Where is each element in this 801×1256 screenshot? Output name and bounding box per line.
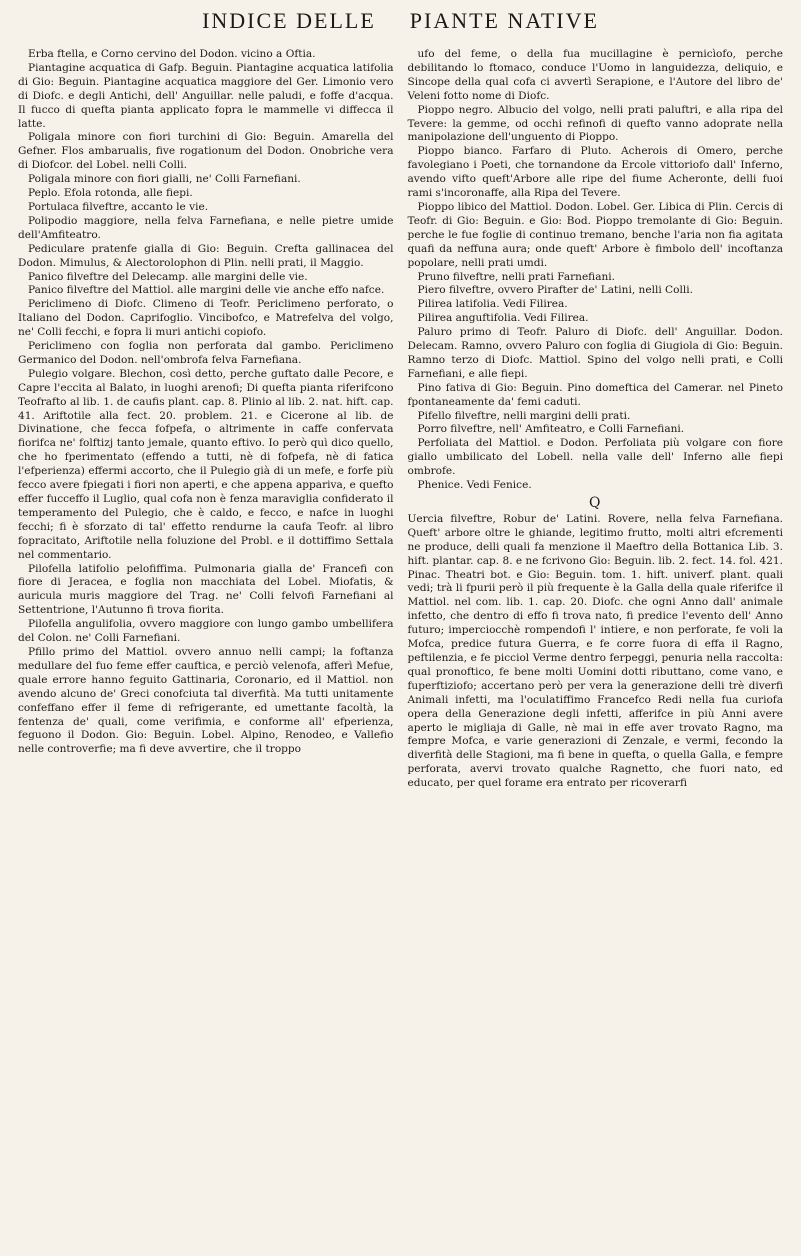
entry: Uercia filveftre, Robur de' Latini. Rovere, nella felva Farnefiana. Queft' arbore oltre le ghiande, legitimo frutto, molti altri efcrementi ne produce, delli quali fa menzione il Maeftro della Bottanica Lib. 3. hift. plantar. cap. 8. e ne fcrivono Gio: Beguin. lib. 2. fect. 14. fol. 421. Pinac. Theatri bot. e Gio: Beguin. tom. 1. hift. univerf. plant. quali vedi; trà li fpurii però il più frequente è la Galla della quale riferifce il Mattiol. nel com. lib. 1. cap. 20. Diofc. che ogni Anno dall' animale infetto, che dentro di effo fi trova nato, fi predice l'evento dell' Anno futuro; imperciocchè rompendofi l' intiere, e non perforate, fe voli la Mofca, predice futura Guerra, e fe corre fuora di effa il Ragno, peftilenzia, e fe picciol Verme dentro ferpeggi, penuria nella raccolta: qual pronoftico, fe bene molti Uomini dotti ributtano, come vano, e fuperftiziofo; accertano però per vera la generazione delli trè diverfi Animali infetti, ma l'oculatiffimo Francefco Redi nella fua curiofa opera della Generazione degli infetti, afferifce in più Anni avere aperto le migliaja di Galle, nè mai in effe aver trovato Ragno, ma fempre Mofca, e varie generazioni di Zenzale, e vermi, fecondo la diverfità delle Stagioni, ma fi bene in quefta, o quella Galla, e fempre perforata, avervi trovato qualche Ragnetto, che fuori nato, ed educato, per quel forame era entrato per ricoverarfi	[407, 512, 783, 790]
entry: Poligala minore con fiori gialli, ne' Colli Farnefiani.	[28, 173, 301, 186]
entry: Paluro primo di Teofr. Paluro di Diofc. dell' Anguillar. Dodon. Delecam. Ramno, ovvero Paluro con foglia di Giugiola di Gio: Beguin. Ramno terzo di Diofc. Mattiol. Spino del volgo nelli prati, e Colli Farnefiani, e alle fiepi.	[407, 326, 783, 380]
right-column	[408, 48, 784, 791]
entry: Pilofella latifolio pelofiffima. Pulmonaria gialla de' Francefi con fiore di Jeracea, e foglia non macchiata del Lobel. Miofatis, & auricula muris maggiore del Trag. ne' Colli felvofi Farnefiani al Settentrione, l'Autunno fi trova fiorita.	[18, 562, 394, 617]
right-column-entries	[408, 48, 784, 493]
entry: Pioppo negro. Albucio del volgo, nelli prati paluftri, e alla ripa del Tevere: la gemme, od occhi refinofi di quefto vanno adoprate nella manipolazione dell'unguento di Pioppo.	[407, 103, 783, 144]
running-head-right: PIANTE NATIVE	[409, 8, 599, 33]
entry: Pilirea anguftifolia. Vedi Filirea.	[417, 312, 589, 325]
entry: Pediculare pratenfe gialla di Gio: Beguin. Crefta gallinacea del Dodon. Mimulus, & Alectorolophon di Plin. nelli prati, il Maggio.	[18, 242, 394, 269]
entry: Perfoliata del Mattiol. e Dodon. Perfoliata più volgare con fiore giallo umbilicato del Lobell. nella valle dell' Inferno alle fiepi ombrofe.	[407, 437, 783, 478]
entry: Pilirea latifolia. Vedi Filirea.	[417, 298, 568, 311]
text-columns	[18, 48, 783, 791]
entry: Pino fativa di Gio: Beguin. Pino domeftica del Camerar. nel Pineto fpontaneamente da' femi caduti.	[407, 381, 783, 408]
entry: ufo del feme, o della fua mucillagine è pernicìofo, perche debilitando lo ftomaco, conduce l'Uomo in languidezza, deliquio, e Sincope della qual cofa ci avvertì Serapione, e l'Autore del libro de' Veleni fotto nome di Diofc.	[407, 48, 783, 102]
entry: Pifello filveftre, nelli margini delli prati.	[417, 409, 631, 422]
entry: Pulegio volgare. Blechon, così detto, perche guftato dalle Pecore, e Capre l'eccita al Balato, in luoghi arenofi; Di quefta pianta riferifcono Teofrafto al lib. 1. de caufis plant. cap. 8. Plinio al lib. 2. nat. hift. cap. 41. Ariftotile alla fect. 20. problem. 21. e Cicerone al lib. de Divinatione, che fecca fofpefa, o altrimente in caffe confervata fiorifca ne' folftizj tanto jemale, quanto eftivo. Io però quì dico quello, che ho fperimentato (effendo a tutti, nè di fofpefa, nè di fatica l'efperienza) effermi accorto, che il Pulegio già di un mefe, e forfe più fecco avere fpiegati i fiori non aperti, e che appena appariva, e quefto effer fucceffo il Luglio, qual cofa non è fenza maraviglia confiderato il temperamento del Pulegio, che è caldo, e fecco, e nafce in luoghi fecchi; fi è sforzato di tal' effetto rendurne la caufa Teofr. al libro fopracitato, Ariftotile nella foluzione del Probl. e il dottiffimo Settala nel commentario.	[18, 367, 394, 561]
entry: Phenice. Vedi Fenice.	[417, 479, 532, 492]
entry: Erba ftella, e Corno cervino del Dodon. vicino a Oftia.	[28, 48, 316, 60]
entry: Periclimeno con foglia non perforata dal gambo. Periclimeno Germanico del Dodon. nell'ombrofa felva Farnefiana.	[18, 340, 394, 366]
entry: Piantagine acquatica di Gafp. Beguin. Piantagine acquatica latifolia di Gio: Beguin. Piantagine acquatica maggiore del Ger. Limonio vero di Diofc. e degli Antichi, dell' Anguillar. nelle paludi, e foffe d'acqua. Il fucco di quefta pianta applicato fopra le mammelle vi diffecca il latte.	[18, 61, 394, 130]
entry: Polipodio maggiore, nella felva Farnefiana, e nelle pietre umide dell'Amfiteatro.	[18, 214, 394, 241]
entry: Portulaca filveftre, accanto le vie.	[28, 200, 209, 213]
left-column	[18, 48, 394, 791]
running-head	[18, 8, 783, 42]
entry: Pioppo libico del Mattiol. Dodon. Lobel. Ger. Libica di Plin. Cercis di Teofr. di Gio: Beguin. e Gio: Bod. Pioppo tremolante di Gio: Beguin. perche le fue foglie di continuo tremano, benche l'aria non fia agitata quafi da neffuna aura; onde queft' Arbore è fimbolo dell' incoftanza popolare, nelli prati umdi.	[407, 200, 783, 269]
entry: Pioppo bianco. Farfaro di Pluto. Acherois di Omero, perche favolegiano i Poeti, che tornandone da Ercole vittoriofo dall' Inferno, avendo vifto queft'Arbore alle ripe del fiume Acheronte, delli fuoi rami s'incoronaffe, alla Ripa del Tevere.	[407, 145, 783, 200]
entry: Pruno filveftre, nelli prati Farnefiani.	[417, 270, 616, 283]
section-q-entries	[408, 513, 784, 791]
running-head-left: INDICE DELLE	[202, 8, 376, 33]
entry: Panico filveftre del Mattiol. alle margini delle vie anche effo nafce.	[28, 284, 385, 297]
entry: Pfillo primo del Mattiol. ovvero annuo nelli campi; la foftanza medullare del fuo feme effer cauftica, e perciò velenofa, afferì Mefue, quale errore hanno feguito Gattinaria, Coronario, ed il Mattiol. non avendo alcuno de' Greci conofciuta tal diverfità. Ma tutti unitamente confeffano effer il feme di refrigerante, ed umettante facoltà, la fentenza de' quali, come verifimia, e conforme all' efperienza, feguono il Dodon. Gio: Beguin. Lobel. Alpino, Renodeo, e Vallefio nelle controverfie; ma fi deve avvertire, che il troppo	[18, 645, 394, 756]
entry: Porro filveftre, nell' Amfiteatro, e Colli Farnefiani.	[417, 423, 685, 436]
entry: Piero filveftre, ovvero Pirafter de' Latini, nelli Colli.	[417, 284, 693, 297]
entry: Pilofella angulifolia, ovvero maggiore con lungo gambo umbellifera del Colon. ne' Colli Farnefiani.	[18, 618, 394, 645]
section-letter: Q	[589, 495, 602, 511]
entry: Poligala minore con fiori turchini di Gio: Beguin. Amarella del Gefner. Flos ambarualis, five rogationum del Dodon. Onobriche vera di Diofcor. del Lobel. nelli Colli.	[18, 131, 394, 172]
entry: Panico filveftre del Delecamp. alle margini delle vie.	[28, 270, 308, 283]
entry: Periclimeno di Diofc. Climeno di Teofr. Periclimeno perforato, o Italiano del Dodon. Caprifoglio. Vincibofco, e Matrefelva del volgo, ne' Colli fecchi, e fopra li muri antichi copiofo.	[18, 298, 394, 339]
entry: Peplo. Efola rotonda, alle fiepi.	[28, 187, 193, 200]
